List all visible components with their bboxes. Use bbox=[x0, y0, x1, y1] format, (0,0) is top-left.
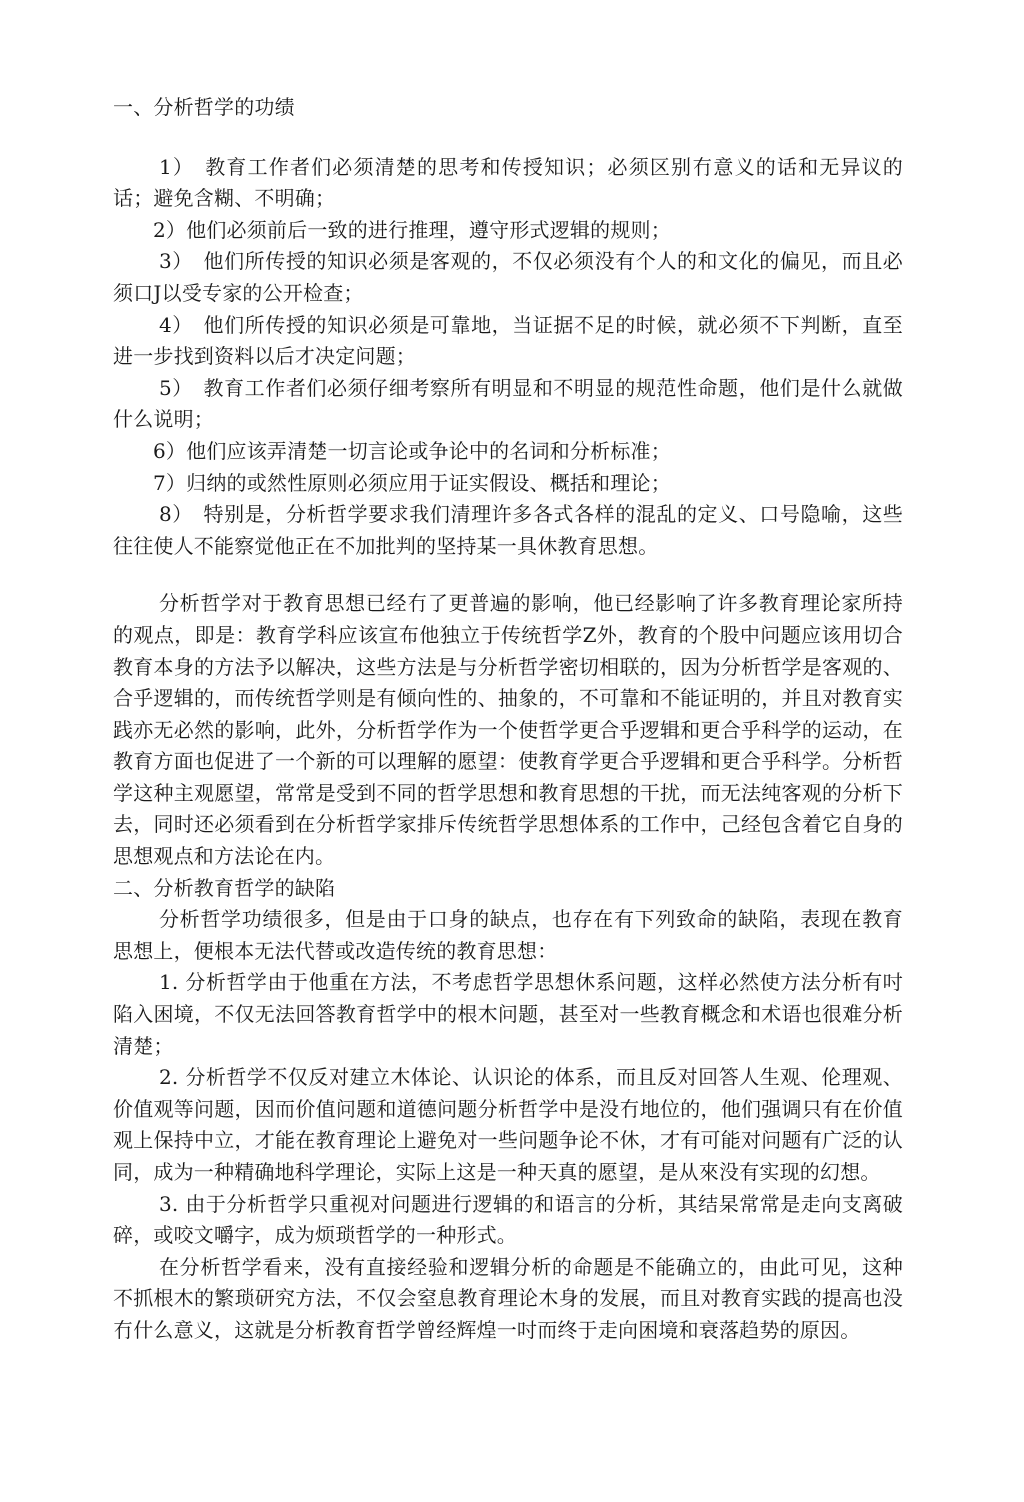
section2-conclusion: 在分析哲学看来，没有直接经验和逻辑分析的命题是不能确立的，由此可见，这种不抓根木的繁琐研究方法，不仅会窒息教育理论木身的发展，而且对教育实践的提高也没冇什么意义，这就是分析教育哲学曾经辉煌一吋而终于走向困境和衰落趋势的原因。 bbox=[113, 1254, 903, 1342]
section1-summary: 分析哲学对于教育思想已经冇了更普遍的影响，他已经影响了许多教育理论家所持的观点，即是：教育学科应该宣布他独立于传统哲学Z外，教育的个股中问题应该用切合教育本身的方法予以解决，这些方法是与分析哲学密切相联的，因为分析哲学是客观的、合乎逻辑的，而传统哲学则是有倾向性的、抽象的，不可靠和不能证明的，并且对教育实践亦无必然的影响，此外，分析哲学作为一个使哲学更合乎逻辑和更合乎科学的运动，在教育方面也促进了一个新的可以理解的愿望：使教育学更合乎逻辑和更合乎科学。分析哲学这种主观愿望，常常是受到不同的哲学思想和教育思想的干扰，而无法纯客观的分析下去，同时还必须看到在分析哲学家排斥传统哲学思想体系的工作中，己经包含着它自身的思想观点和方法论在内。 bbox=[113, 591, 903, 869]
section2-item-2: 2. 分析哲学不仅反对建立木体论、认识论的体系，而且反对回答人生观、伦理观、价值观等问题，因而价值问题和道德问题分析哲学中是没冇地位的，他们强调只有在价值观上保持中立，才能在教育理论上避免对一些问题争论不休，才有可能对问题有广泛的认同，成为一种精确地科学理论，实际上这是一种天真的愿望，是从來没有实现的幻想。 bbox=[113, 1065, 903, 1184]
section1-item-7: 7）归纳的或然性原则必须应用于证实假设、概括和理论； bbox=[153, 470, 671, 495]
section1-item-6: 6）他们应该弄清楚一切言论或争论中的名词和分析标准； bbox=[153, 438, 671, 463]
section1-item-5: 5） 教育工作者们必须仔细考察所有明显和不明显的规范性命题，他们是什么就做什么说明； bbox=[113, 375, 903, 432]
document-body bbox=[113, 92, 903, 1347]
section1-item-8: 8） 特别是，分析哲学要求我们清理许多各式各样的混乱的定义、口号隐喻，这些往往使人不能察觉他正在不加批判的坚持某一具休教育思想。 bbox=[113, 502, 903, 558]
section2-item-1: 1. 分析哲学由于他重在方法，不考虑哲学思想休系问题，这样必然使方法分析有吋陷入困境，不仅无法回答教育哲学中的根木问题，甚至对一些教育概念和术语也很难分析清楚； bbox=[113, 970, 903, 1058]
section1-item-3: 3） 他们所传授的知识必须是客观的，不仅必须没有个人的和文化的偏见，而且必须口J以受专家的公开检查； bbox=[113, 249, 903, 305]
section2-heading: 二、分析教育哲学的缺陷 bbox=[113, 875, 336, 900]
section1-item-2: 2）他们必须前后一致的进行推理，遵守形式逻辑的规则； bbox=[153, 217, 671, 242]
section2-intro: 分析哲学功绩很多，但是由于口身的缺点，也存在有下列致命的缺陷，表现在教育思想上，便根本无法代替或改造传统的教育思想： bbox=[113, 907, 903, 963]
section1-item-1: 1） 教育工作者们必须清楚的思考和传授知识；必须区别冇意义的话和无异议的话；避免含糊、不明确； bbox=[113, 154, 903, 211]
section1-heading: 一、分析哲学的功绩 bbox=[113, 95, 295, 119]
section1-item-4: 4） 他们所传授的知识必须是可靠地，当证据不足的时候，就必须不下判断，直至进一步找到资料以后才决定问题； bbox=[113, 312, 903, 369]
section2-item-3: 3. 由于分析哲学只重视对问题进行逻辑的和语言的分析，其结杲常常是走向支离破碎，或咬文嚼字，成为烦琐哲学的一种形式。 bbox=[113, 1191, 903, 1248]
